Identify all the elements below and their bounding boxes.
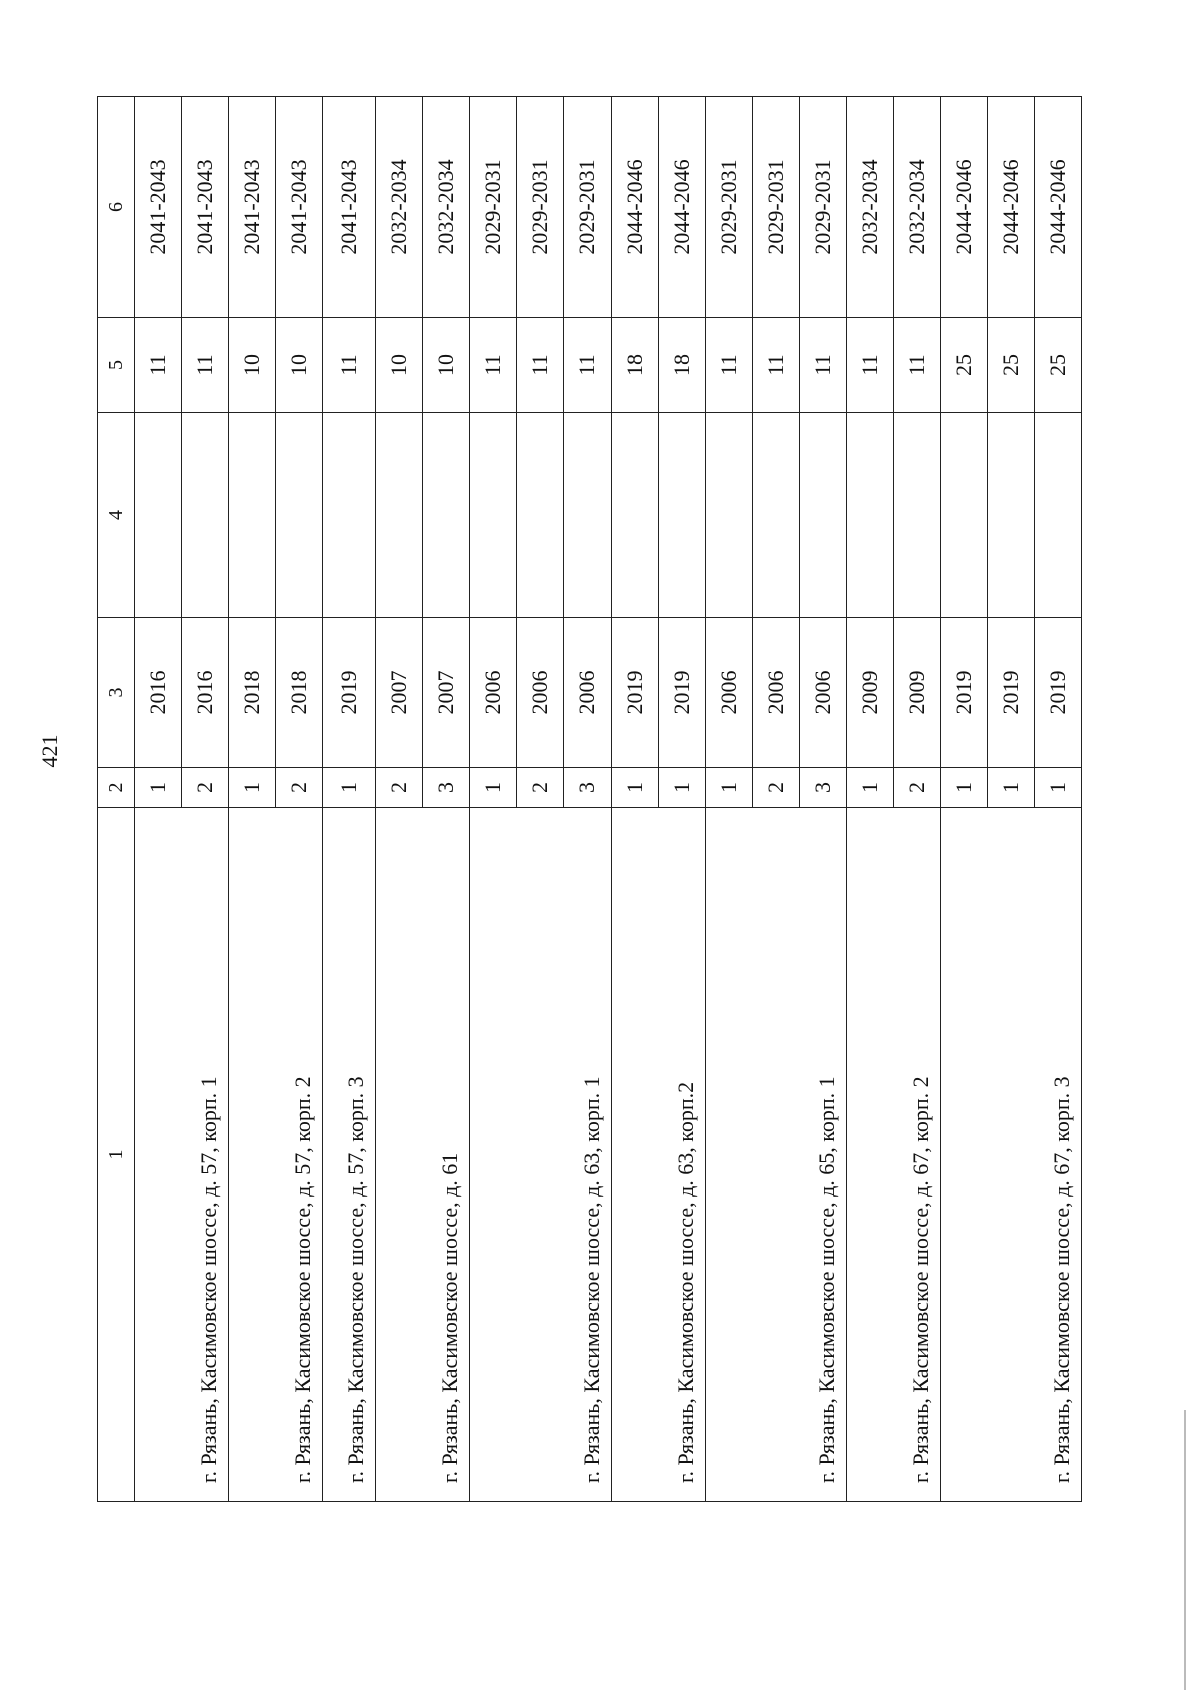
cell-c5: 11 — [705, 318, 752, 413]
cell-c3: 2019 — [323, 618, 376, 768]
cell-c5: 11 — [323, 318, 376, 413]
cell-c6: 2029-2031 — [517, 97, 564, 318]
address-cell: г. Рязань, Касимовское шоссе, д. 67, корп. 3 — [940, 808, 1081, 1502]
table-header-row — [98, 97, 135, 1502]
cell-c6: 2029-2031 — [705, 97, 752, 318]
cell-c4 — [705, 413, 752, 618]
address-cell: г. Рязань, Касимовское шоссе, д. 65, корп. 1 — [705, 808, 846, 1502]
cell-c2: 2 — [893, 768, 940, 808]
address-cell: г. Рязань, Касимовское шоссе, д. 63, корп. 1 — [470, 808, 611, 1502]
cell-c3: 2019 — [1034, 618, 1081, 768]
cell-c5: 11 — [135, 318, 182, 413]
address-cell: г. Рязань, Касимовское шоссе, д. 67, корп. 2 — [846, 808, 940, 1502]
cell-c2: 3 — [564, 768, 611, 808]
cell-c2: 1 — [658, 768, 705, 808]
register-table-body — [98, 97, 1082, 1502]
header-cell-2: 2 — [98, 768, 135, 808]
table-row — [323, 97, 376, 1502]
table-row — [611, 97, 658, 1502]
cell-c3: 2019 — [987, 618, 1034, 768]
address-cell: г. Рязань, Касимовское шоссе, д. 57, корп. 2 — [229, 808, 323, 1502]
cell-c4 — [423, 413, 470, 618]
cell-c6: 2029-2031 — [564, 97, 611, 318]
cell-c4 — [517, 413, 564, 618]
cell-c2: 1 — [135, 768, 182, 808]
cell-c3: 2006 — [799, 618, 846, 768]
cell-c3: 2019 — [658, 618, 705, 768]
cell-c5: 11 — [799, 318, 846, 413]
table-row — [846, 97, 893, 1502]
cell-c5: 11 — [517, 318, 564, 413]
cell-c3: 2009 — [846, 618, 893, 768]
cell-c4 — [658, 413, 705, 618]
cell-c2: 2 — [517, 768, 564, 808]
cell-c4 — [846, 413, 893, 618]
cell-c6: 2041-2043 — [229, 97, 276, 318]
cell-c4 — [323, 413, 376, 618]
cell-c2: 1 — [846, 768, 893, 808]
scan-edge-line — [1184, 1410, 1186, 1690]
cell-c5: 11 — [182, 318, 229, 413]
cell-c2: 1 — [229, 768, 276, 808]
cell-c3: 2018 — [229, 618, 276, 768]
cell-c6: 2044-2046 — [987, 97, 1034, 318]
cell-c6: 2032-2034 — [376, 97, 423, 318]
page-number: 421 — [37, 734, 62, 768]
cell-c4 — [611, 413, 658, 618]
cell-c5: 25 — [1034, 318, 1081, 413]
cell-c6: 2029-2031 — [799, 97, 846, 318]
cell-c4 — [564, 413, 611, 618]
cell-c6: 2044-2046 — [658, 97, 705, 318]
table-row — [135, 97, 182, 1502]
address-cell: г. Рязань, Касимовское шоссе, д. 57, корп. 3 — [323, 808, 376, 1502]
cell-c6: 2041-2043 — [276, 97, 323, 318]
cell-c6: 2029-2031 — [470, 97, 517, 318]
cell-c2: 3 — [423, 768, 470, 808]
cell-c6: 2041-2043 — [323, 97, 376, 318]
table-row — [376, 97, 423, 1502]
cell-c4 — [135, 413, 182, 618]
cell-c6: 2041-2043 — [182, 97, 229, 318]
table-row — [705, 97, 752, 1502]
header-cell-3: 3 — [98, 618, 135, 768]
cell-c5: 10 — [276, 318, 323, 413]
cell-c4 — [376, 413, 423, 618]
cell-c4 — [276, 413, 323, 618]
cell-c4 — [940, 413, 987, 618]
address-cell: г. Рязань, Касимовское шоссе, д. 63, корп.2 — [611, 808, 705, 1502]
cell-c3: 2006 — [564, 618, 611, 768]
cell-c3: 2006 — [470, 618, 517, 768]
cell-c5: 11 — [846, 318, 893, 413]
table-row — [229, 97, 276, 1502]
cell-c2: 2 — [752, 768, 799, 808]
table-row — [470, 97, 517, 1502]
cell-c2: 2 — [182, 768, 229, 808]
cell-c2: 1 — [611, 768, 658, 808]
cell-c6: 2044-2046 — [611, 97, 658, 318]
cell-c3: 2019 — [611, 618, 658, 768]
register-table-container — [97, 97, 1082, 1502]
cell-c5: 11 — [564, 318, 611, 413]
address-cell: г. Рязань, Касимовское шоссе, д. 57, корп. 1 — [135, 808, 229, 1502]
cell-c6: 2032-2034 — [893, 97, 940, 318]
cell-c6: 2041-2043 — [135, 97, 182, 318]
cell-c6: 2032-2034 — [846, 97, 893, 318]
cell-c2: 1 — [470, 768, 517, 808]
header-cell-6: 6 — [98, 97, 135, 318]
cell-c3: 2006 — [705, 618, 752, 768]
cell-c5: 25 — [940, 318, 987, 413]
cell-c5: 25 — [987, 318, 1034, 413]
cell-c6: 2044-2046 — [1034, 97, 1081, 318]
cell-c3: 2019 — [940, 618, 987, 768]
cell-c3: 2016 — [182, 618, 229, 768]
cell-c2: 1 — [705, 768, 752, 808]
cell-c4 — [987, 413, 1034, 618]
cell-c6: 2044-2046 — [940, 97, 987, 318]
cell-c5: 10 — [423, 318, 470, 413]
cell-c6: 2032-2034 — [423, 97, 470, 318]
cell-c5: 10 — [376, 318, 423, 413]
header-cell-4: 4 — [98, 413, 135, 618]
cell-c3: 2007 — [376, 618, 423, 768]
cell-c2: 3 — [799, 768, 846, 808]
cell-c2: 2 — [276, 768, 323, 808]
cell-c5: 11 — [470, 318, 517, 413]
cell-c2: 1 — [323, 768, 376, 808]
cell-c3: 2016 — [135, 618, 182, 768]
header-cell-1: 1 — [98, 808, 135, 1502]
register-table — [97, 96, 1082, 1502]
cell-c3: 2006 — [752, 618, 799, 768]
cell-c3: 2007 — [423, 618, 470, 768]
header-cell-5: 5 — [98, 318, 135, 413]
cell-c4 — [1034, 413, 1081, 618]
cell-c2: 1 — [940, 768, 987, 808]
cell-c2: 1 — [987, 768, 1034, 808]
cell-c4 — [799, 413, 846, 618]
cell-c5: 18 — [658, 318, 705, 413]
cell-c4 — [893, 413, 940, 618]
cell-c5: 11 — [752, 318, 799, 413]
cell-c5: 10 — [229, 318, 276, 413]
cell-c3: 2006 — [517, 618, 564, 768]
cell-c4 — [229, 413, 276, 618]
cell-c6: 2029-2031 — [752, 97, 799, 318]
cell-c4 — [470, 413, 517, 618]
table-row — [940, 97, 987, 1502]
cell-c5: 11 — [893, 318, 940, 413]
cell-c5: 18 — [611, 318, 658, 413]
cell-c3: 2009 — [893, 618, 940, 768]
cell-c2: 1 — [1034, 768, 1081, 808]
cell-c4 — [182, 413, 229, 618]
cell-c2: 2 — [376, 768, 423, 808]
cell-c3: 2018 — [276, 618, 323, 768]
cell-c4 — [752, 413, 799, 618]
address-cell: г. Рязань, Касимовское шоссе, д. 61 — [376, 808, 470, 1502]
